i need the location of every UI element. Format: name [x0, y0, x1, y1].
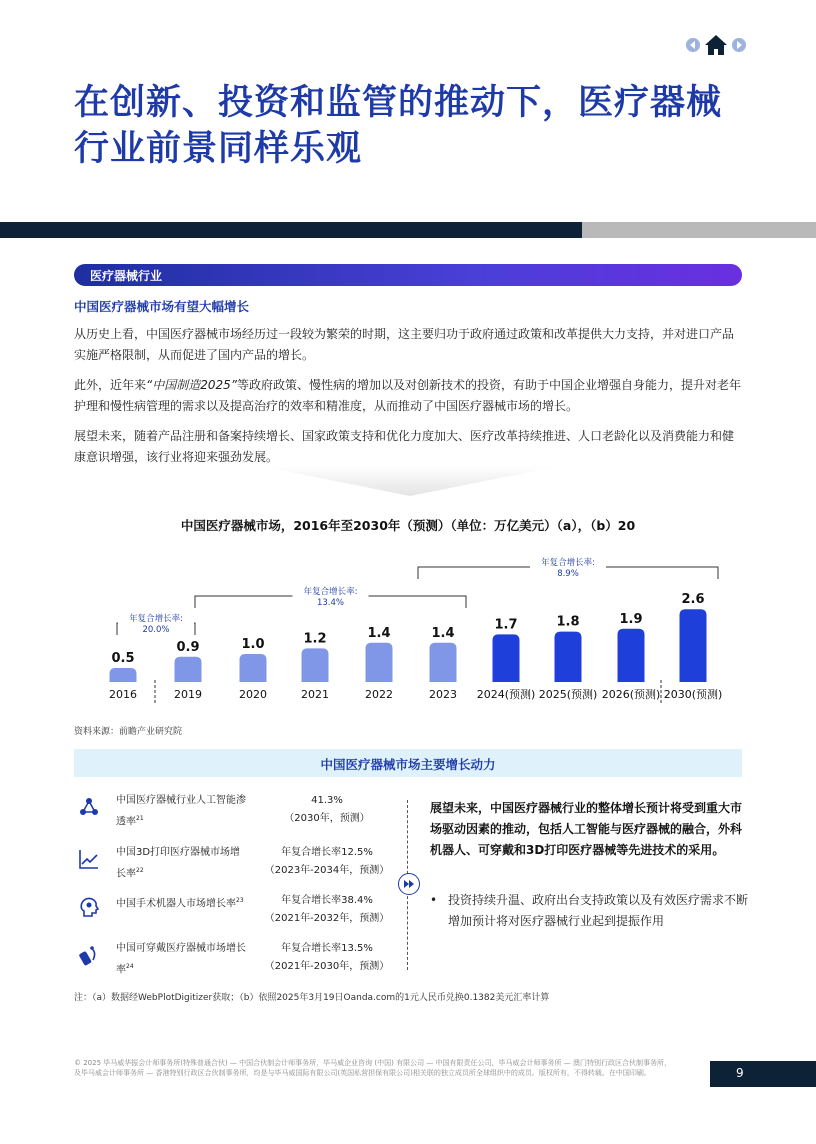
driver-row-wearable [74, 940, 390, 984]
cagr-value: 20.0% [142, 625, 170, 635]
paragraph-2-prefix: 此外，近年来 [74, 378, 147, 392]
chevron-divider [260, 466, 560, 496]
category-label: 2016 [109, 688, 137, 701]
driver-label: 中国可穿戴医疗器械市场增长率$^{24}$ [116, 943, 246, 976]
value-label: 0.9 [176, 639, 200, 655]
driver-value: 年复合增长率12.5% （2023年-2034年，预测） [264, 847, 390, 876]
category-label: 2019 [174, 688, 202, 701]
section-tag [74, 264, 742, 286]
wearable-icon [78, 944, 100, 966]
network-icon [78, 796, 100, 818]
category-label: 2026(预测) [601, 688, 661, 701]
section-tag-label: 医疗器械行业 [90, 269, 163, 283]
bar-2020 [240, 654, 267, 682]
bar-2024(预测) [493, 634, 520, 682]
paragraph-2-suffix: 等政府政策、慢性病的增加以及对创新技术的投资，有助于中国企业增强自身能力，提升对老年护理和慢性病管理的需求以及提高治疗的效率和精准度，从而推动了中国医疗器械市场的增长。 [74, 378, 742, 413]
driver-value: 年复合增长率13.5% （2021年-2030年，预测） [264, 943, 390, 972]
home-icon[interactable] [704, 34, 728, 56]
drivers-heading-bar [74, 749, 742, 777]
bar-2019 [175, 657, 202, 682]
bar-2025(预测) [555, 632, 582, 682]
line-chart-icon [78, 848, 100, 870]
drivers-summary: 展望未来，中国医疗器械行业的整体增长预计将受到重大市场驱动因素的推动，包括人工智能与医疗器械的融合，外科机器人、可穿戴和3D打印医疗器械等先进技术的采用。 [430, 801, 743, 857]
value-label: 1.0 [241, 637, 265, 652]
bullet-text: 投资持续升温、政府出台支持政策以及有效医疗需求不断增加预计将对医疗器械行业起到提振作用 [448, 893, 749, 928]
paragraph-3: 展望未来，随着产品注册和备案持续增长、国家政策支持和优化力度加大、医疗改革持续推进、人口老龄化以及消费能力和健康意识增强，该行业将迎来强劲发展。 [74, 429, 735, 464]
page-title: 在创新、投资和监管的推动下，医疗器械行业前景同样乐观 [74, 83, 723, 169]
source-note: 资料来源：前瞻产业研究院 [74, 727, 183, 737]
driver-label: 中国医疗器械行业人工智能渗透率$^{21}$ [116, 795, 246, 828]
category-label: 2023 [429, 688, 457, 701]
driver-value: 41.3% （2030年，预测） [284, 795, 370, 824]
cagr-value: 13.4% [316, 598, 345, 608]
cagr-label: 年复合增长率: [541, 558, 595, 568]
subheading: 中国医疗器械市场有望大幅增长 [74, 299, 250, 314]
category-label: 2020 [239, 688, 267, 701]
value-label: 2.6 [681, 592, 705, 608]
page-number: 9 [736, 1066, 744, 1080]
cagr-value: 8.9% [557, 569, 579, 579]
footnote: 注：（a）数据经WebPlotDigitizer获取；（b）依照2025年3月19日Oanda.com的1元人民币兑换0.1382美元汇率计算 [74, 993, 550, 1003]
brain-head-icon [78, 896, 100, 918]
category-label: 2024(预测) [476, 688, 536, 701]
paragraph-2-policy: “中国制造2025” [146, 378, 237, 392]
driver-row-3d-printing [74, 844, 390, 888]
market-size-bar-chart [0, 548, 816, 718]
driver-label: 中国3D打印医疗器械市场增长率$^{22}$ [116, 847, 241, 880]
bar-2023 [430, 643, 457, 682]
bar-2030(预测) [680, 609, 707, 682]
value-label: 1.8 [556, 614, 580, 630]
driver-value: 年复合增长率38.4% （2021年-2032年，预测） [264, 895, 390, 924]
bar-2021 [302, 648, 329, 682]
bar-2016 [110, 668, 137, 682]
paragraph-2 [74, 375, 744, 417]
driver-label: 中国手术机器人市场增长率$^{23}$ [116, 897, 244, 910]
category-label: 2022 [365, 688, 393, 701]
category-label: 2025(预测) [538, 688, 598, 701]
category-label: 2021 [301, 688, 329, 701]
next-icon[interactable] [732, 38, 746, 52]
bar-2026(预测) [618, 629, 645, 682]
value-label: 1.2 [303, 631, 327, 647]
cagr-label: 年复合增长率: [129, 614, 183, 624]
value-label: 0.5 [111, 651, 135, 666]
bullet-dot: • [430, 893, 438, 907]
driver-row-surgical-robot [74, 892, 390, 936]
category-label: 2030(预测) [663, 688, 723, 701]
drivers-heading: 中国医疗器械市场主要增长动力 [320, 757, 496, 772]
value-label: 1.4 [431, 625, 455, 641]
copyright-footer: © 2025 毕马威华振会计师事务所(特殊普通合伙) — 中国合伙制会计师事务所，毕马威企业咨询 (中国) 有限公司 — 中国有限责任公司，毕马威会计师事务所 — 澳门特别行政区合伙制事务所，及毕马威会计师事务所 — 香港特别行政区合伙制事务所，均是与毕马威国际有限公司(英国私营担保有限公司)相关联的独立成员所全球组织中的成员。版权所有，不得转载。在中国印刷。 [74, 1059, 671, 1077]
page-nav [686, 34, 746, 56]
header-band-dark [0, 222, 582, 238]
fast-forward-icon[interactable] [398, 873, 420, 895]
value-label: 1.7 [494, 617, 518, 633]
driver-row-ai [74, 792, 384, 836]
page-number-box [710, 1061, 816, 1087]
header-band-grey [582, 222, 816, 238]
value-label: 1.9 [619, 611, 643, 627]
bar-2022 [366, 643, 393, 682]
chart-title: 中国医疗器械市场，2016年至2030年（预测）（单位：万亿美元）（a），（b）20 [180, 518, 636, 533]
cagr-label: 年复合增长率: [303, 587, 358, 597]
paragraph-1: 从历史上看，中国医疗器械市场经历过一段较为繁荣的时期，这主要归功于政府通过政策和改革提供大力支持，并对进口产品实施严格限制，从而促进了国内产品的增长。 [74, 327, 735, 362]
value-label: 1.4 [367, 625, 391, 641]
prev-icon[interactable] [686, 38, 700, 52]
